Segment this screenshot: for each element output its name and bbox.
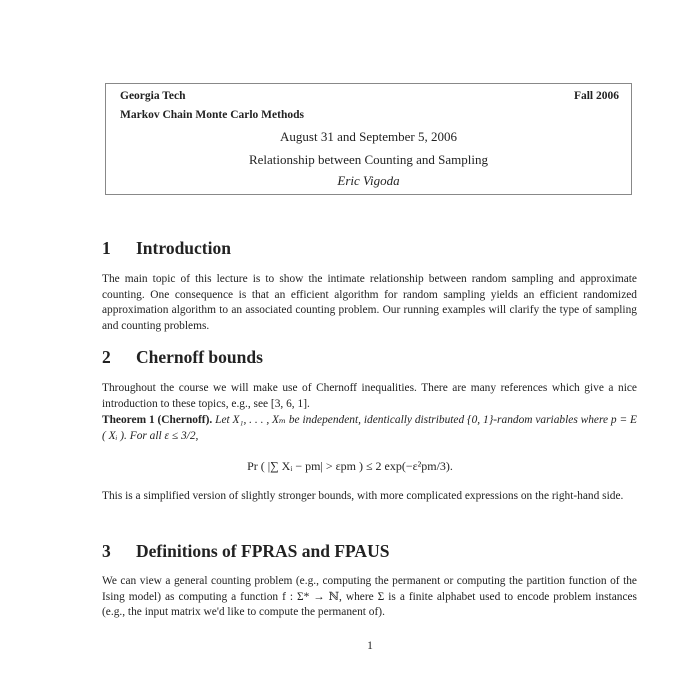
author: Eric Vigoda bbox=[337, 173, 400, 188]
section-title: Introduction bbox=[136, 238, 231, 258]
chernoff-equation: Pr ( |∑ Xᵢ − pm| > εpm ) ≤ 2 exp(−ε²pm/3). bbox=[247, 459, 453, 473]
term: Fall 2006 bbox=[573, 90, 619, 102]
section-heading-introduction bbox=[102, 238, 231, 259]
page-number: 1 bbox=[367, 640, 373, 652]
theorem-statement: Let X₁, . . . , Xₘ be independent, identically distributed {0, 1}-random variables where p = E ( Xᵢ ). For all ε ≤ 3/2, bbox=[102, 414, 637, 442]
section-number: 2 bbox=[102, 347, 111, 367]
chernoff-remark-paragraph: This is a simplified version of slightly stronger bounds, with more complicated expressions on the right-hand side. bbox=[102, 490, 624, 502]
fpras-paragraph: We can view a general counting problem (e.g., computing the permanent or computing the partition function of the Ising model) as computing a function f : Σ* → ℕ, where Σ is a finite alphabet used to encode problem instances (e.g., the input matrix we'd like to compute the permanent of). bbox=[102, 575, 637, 619]
section-heading-chernoff-bounds bbox=[102, 347, 263, 368]
lecture-title: Relationship between Counting and Sampling bbox=[248, 152, 489, 167]
section-title: Chernoff bounds bbox=[136, 347, 263, 367]
chernoff-intro-paragraph: Throughout the course we will make use of Chernoff inequalities. There are many references which give a nice introduction to these topics, e.g., see [3, 6, 1]. bbox=[102, 382, 637, 410]
section-title: Definitions of FPRAS and FPAUS bbox=[136, 541, 390, 561]
institution: Georgia Tech bbox=[120, 90, 186, 102]
section-number: 1 bbox=[102, 238, 111, 258]
introduction-paragraph: The main topic of this lecture is to show the intimate relationship between random sampling and approximate counting. One consequence is that an efficient algorithm for random sampling yields an efficient randomized approximation algorithm to an associated counting problem. Our running examples will clarify the type of sampling and counting problems. bbox=[102, 273, 637, 332]
lecture-header-box bbox=[105, 83, 632, 195]
section-heading-fpras-fpaus bbox=[102, 541, 389, 562]
course-name: Markov Chain Monte Carlo Methods bbox=[120, 109, 304, 121]
lecture-date: August 31 and September 5, 2006 bbox=[280, 129, 457, 144]
section-number: 3 bbox=[102, 541, 111, 561]
theorem-1 bbox=[102, 413, 637, 444]
theorem-label: Theorem 1 (Chernoff). bbox=[102, 414, 213, 426]
